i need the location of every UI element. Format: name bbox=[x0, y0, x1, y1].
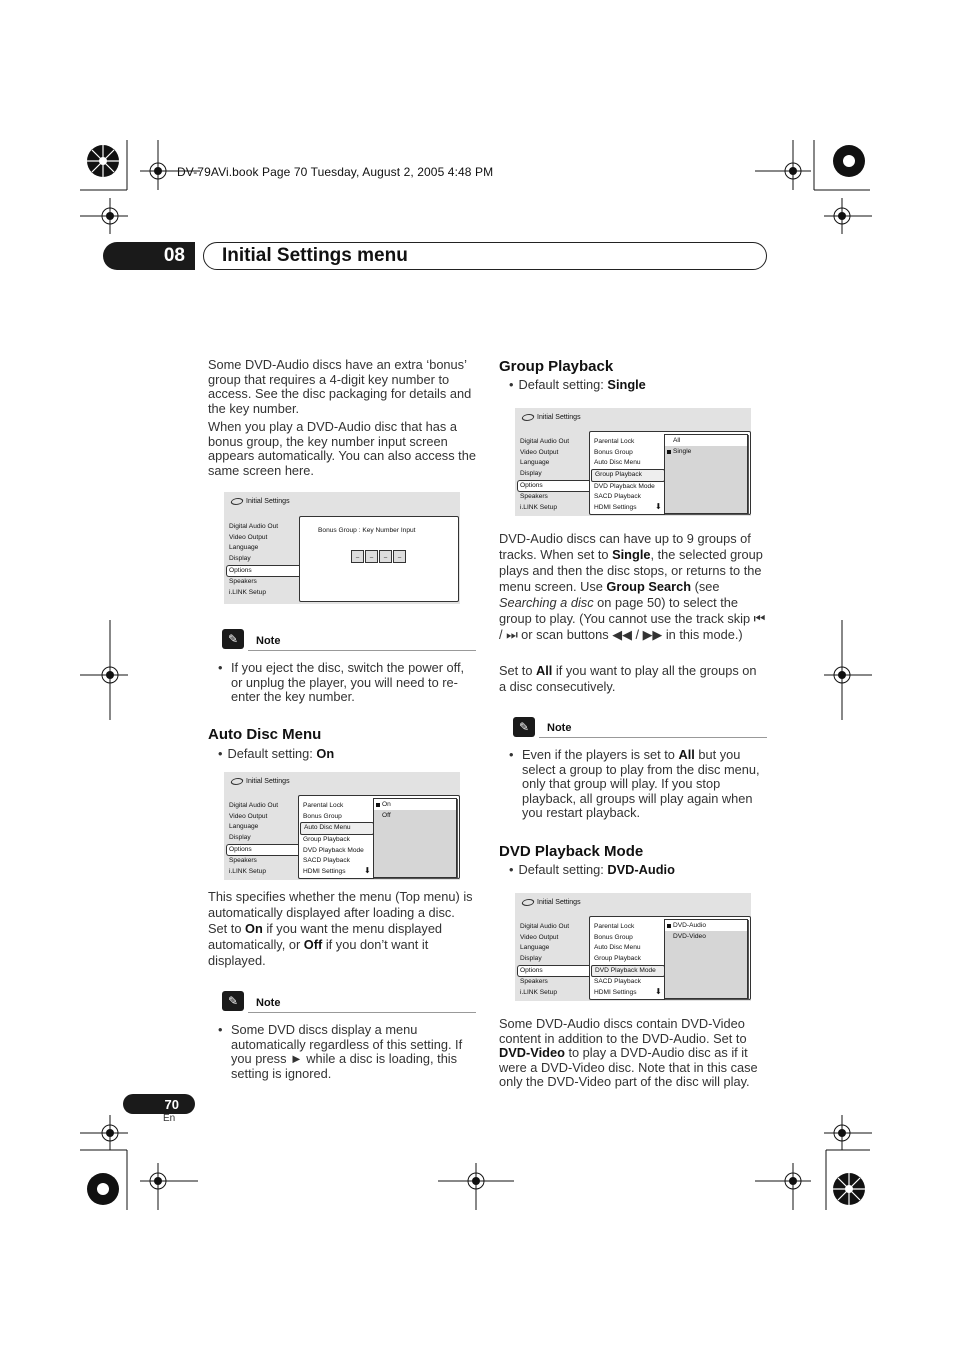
screen-sub-menu: Parental Lock Bonus Group Auto Disc Menu Group Playback DVD Playback Mode SACD Playback HDMI Settings bbox=[300, 801, 374, 878]
menu-item: Display bbox=[229, 555, 251, 563]
chapter-number-badge bbox=[103, 242, 195, 270]
scroll-down-icon: ⬇ bbox=[364, 866, 371, 875]
option-selected: On bbox=[374, 799, 456, 810]
note3-text: Even if the players is set to All but you select a group to play from the disc menu, only that group will play. If you stop playback, all groups will play again when you restart playback. bbox=[522, 747, 760, 821]
note-label: Note bbox=[256, 997, 281, 1009]
menu-item: Language bbox=[229, 544, 259, 552]
note-label: Note bbox=[547, 722, 572, 734]
screen-left-menu bbox=[229, 522, 302, 599]
note-divider bbox=[248, 650, 476, 651]
group-all-description: Set to All if you want to play all the groups on a disc consecutively. bbox=[499, 663, 757, 694]
screen-dvd-playback-mode bbox=[515, 893, 751, 1001]
disc-icon bbox=[230, 498, 245, 505]
chapter-number: 08 bbox=[163, 245, 185, 266]
sub-menu-selected: Auto Disc Menu bbox=[300, 822, 374, 835]
screen-left-menu: Digital Audio Out Video Output Language Display Options Speakers i.LINK Setup bbox=[520, 922, 591, 999]
options-box bbox=[373, 798, 457, 878]
group-default-value: Single bbox=[607, 377, 646, 392]
intro-paragraph-2: When you play a DVD-Audio disc that has a bonus group, the key number input screen appears automatically. You can also access the same screen here. bbox=[208, 419, 476, 478]
screen-title: Initial Settings bbox=[231, 498, 290, 505]
menu-item: Digital Audio Out bbox=[229, 523, 279, 530]
auto-disc-description: This specifies whether the menu (Top menu) is automatically displayed after loading a disc. Set to On if you want the menu displayed automatically, or Off if you don’t want it displayed. bbox=[208, 889, 473, 968]
screen-sub-menu: Parental Lock Bonus Group Auto Disc Menu Group Playback DVD Playback Mode SACD Playback HDMI Settings bbox=[591, 922, 665, 999]
key-digit: – bbox=[379, 550, 392, 563]
scroll-down-icon: ⬇ bbox=[655, 502, 662, 511]
auto-disc-heading: Auto Disc Menu bbox=[208, 726, 322, 743]
option: DVD-Video bbox=[673, 933, 706, 940]
group-playback-heading: Group Playback bbox=[499, 358, 614, 375]
intro-paragraph-1: Some DVD-Audio discs have an extra ‘bonus’ group that requires a 4-digit key number to access. See the disc packaging for details and the key number. bbox=[208, 357, 472, 416]
note-divider bbox=[248, 1012, 476, 1013]
dvd-description: Some DVD-Audio discs contain DVD-Video content in addition to the DVD-Audio. Set to DVD-Video to play a DVD-Audio disc as if it were a DVD-Video disc. Note that in this case only the DVD-Video part of the disc will play. bbox=[499, 1016, 758, 1090]
key-digit: – bbox=[351, 550, 364, 563]
note2-bullet: • Some DVD discs display a menu automatically regardless of this setting. If you press ► while a disc is loading, this setting is ignored. bbox=[218, 1023, 478, 1081]
dvd-playback-heading: DVD Playback Mode bbox=[499, 843, 644, 860]
bonus-key-panel bbox=[299, 516, 459, 602]
screen-auto-disc-menu bbox=[224, 772, 460, 880]
key-digit: – bbox=[393, 550, 406, 563]
screen-title: Initial Settings bbox=[231, 778, 290, 785]
screen-group-playback bbox=[515, 408, 751, 516]
screen-sub-menu: Parental Lock Bonus Group Auto Disc Menu Group Playback DVD Playback Mode SACD Playback HDMI Settings bbox=[591, 437, 665, 514]
menu-item-selected: Options bbox=[226, 565, 302, 578]
note-icon: ✎ bbox=[513, 717, 535, 737]
screen-title: Initial Settings bbox=[522, 414, 581, 421]
language-code: En bbox=[163, 1113, 176, 1124]
note-icon: ✎ bbox=[222, 991, 244, 1011]
note1-bullet: • If you eject the disc, switch the power off, or unplug the player, you will need to re-enter the key number. bbox=[218, 661, 476, 705]
page-number-badge bbox=[123, 1094, 195, 1114]
note-divider bbox=[539, 737, 767, 738]
group-default: • Default setting: Single bbox=[509, 377, 646, 392]
print-info-line: DV-79AVi.book Page 70 Tuesday, August 2, 2005 4:48 PM bbox=[177, 165, 494, 179]
key-number-input bbox=[351, 550, 406, 563]
option: Off bbox=[382, 812, 391, 819]
chapter-title-text: Initial Settings menu bbox=[222, 245, 408, 266]
options-box bbox=[664, 919, 748, 999]
menu-item: i.LINK Setup bbox=[229, 589, 267, 597]
disc-icon bbox=[230, 778, 245, 785]
note1-text: If you eject the disc, switch the power off, or unplug the player, you will need to re-enter the key number. bbox=[231, 660, 465, 705]
auto-disc-default-value: On bbox=[316, 746, 335, 761]
note3-bullet: • Even if the players is set to All but you select a group to play from the disc menu, only that group will play. If you stop playback, all groups will play again when you restart playback. bbox=[509, 748, 767, 821]
menu-item: Video Output bbox=[229, 533, 268, 541]
sub-menu-selected: Group Playback bbox=[591, 469, 665, 482]
option-selected: Single bbox=[665, 446, 747, 457]
sub-menu-selected: DVD Playback Mode bbox=[591, 965, 665, 978]
option: All bbox=[665, 435, 747, 446]
note-icon: ✎ bbox=[222, 629, 244, 649]
option-selected: DVD-Audio bbox=[665, 920, 747, 931]
screen-left-menu: Digital Audio Out Video Output Language Display Options Speakers i.LINK Setup bbox=[229, 801, 300, 878]
menu-item: Speakers bbox=[229, 578, 257, 586]
disc-icon bbox=[521, 414, 536, 421]
screen-left-menu: Digital Audio Out Video Output Language Display Options Speakers i.LINK Setup bbox=[520, 437, 591, 514]
note2-text: Some DVD discs display a menu automatically regardless of this setting. If you press ► while a disc is loading, this setting is ignored. bbox=[231, 1022, 463, 1081]
bonus-panel-title: Bonus Group : Key Number Input bbox=[318, 527, 416, 534]
screen-title: Initial Settings bbox=[522, 899, 581, 906]
dvd-default: • Default setting: DVD-Audio bbox=[509, 862, 675, 877]
key-digit: – bbox=[365, 550, 378, 563]
options-box bbox=[664, 434, 748, 514]
chapter-title bbox=[203, 242, 767, 270]
disc-icon bbox=[521, 899, 536, 906]
page-number: 70 bbox=[164, 1096, 179, 1112]
dvd-default-value: DVD-Audio bbox=[607, 862, 675, 877]
note-label: Note bbox=[256, 635, 281, 647]
group-description: DVD-Audio discs can have up to 9 groups of tracks. When set to Single, the selected group plays and then the disc stops, or returns to the menu screen. Use Group Search (see Searching a disc on page 50) to select the group to play. (You cannot use the track skip ⏮ / ⏭ or scan buttons ◀◀ / ▶▶ in this mode.) bbox=[499, 531, 766, 642]
scroll-down-icon: ⬇ bbox=[655, 987, 662, 996]
auto-disc-default: • Default setting: On bbox=[218, 746, 335, 761]
screen-bonus-group bbox=[224, 492, 460, 604]
